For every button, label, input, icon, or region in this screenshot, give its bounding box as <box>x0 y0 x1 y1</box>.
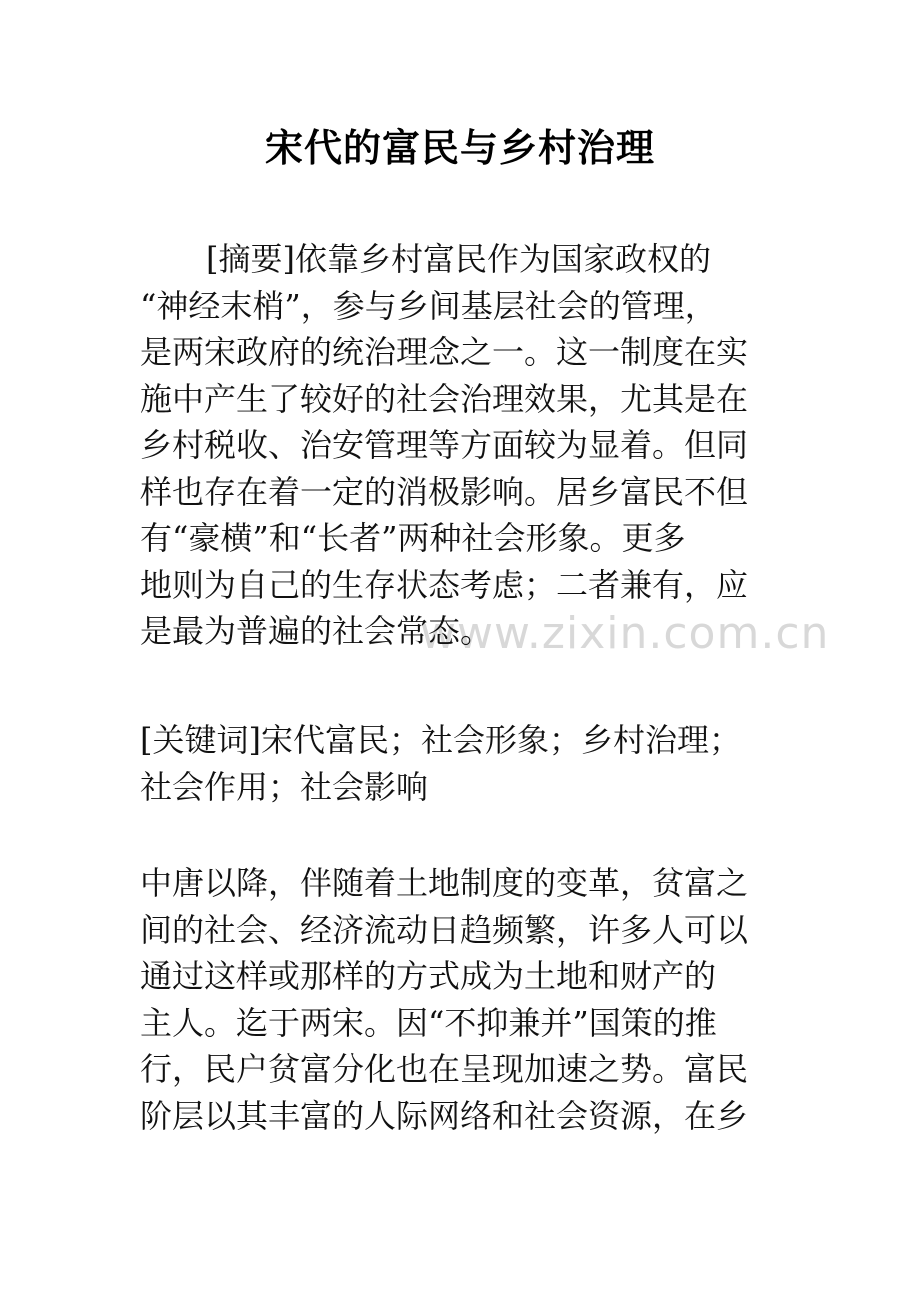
abstract-line: 施中产生了较好的社会治理效果，尤其是在 <box>140 379 749 418</box>
abstract-line: 是两宋政府的统治理念之一。这一制度在实 <box>140 333 749 371</box>
abstract-line: 是最为普遍的社会常态。 <box>140 612 493 650</box>
body-line: 阶层以其丰富的人际网络和社会资源，在乡 <box>140 1096 749 1135</box>
abstract-line: “神经末梢”，参与乡间基层社会的管理， <box>140 286 717 325</box>
document-title: 宋代的富民与乡村治理 <box>264 126 655 170</box>
abstract-paragraph <box>140 236 790 655</box>
keywords-paragraph <box>140 717 790 810</box>
body-line: 中唐以降，伴随着土地制度的变革，贫富之 <box>140 864 749 902</box>
body-line: 行，民户贫富分化也在呈现加速之势。富民 <box>140 1050 749 1088</box>
keywords-line: [关键词]宋代富民；社会形象；乡村治理； <box>140 721 741 759</box>
abstract-line: [摘要]依靠乡村富民作为国家政权的 <box>206 240 711 278</box>
abstract-line: 样也存在着一定的消极影响。居乡富民不但 <box>140 472 749 511</box>
body-paragraph <box>140 860 790 1139</box>
abstract-line: 有“豪横”和“长者”两种社会形象。更多 <box>140 519 686 557</box>
watermark: www.zixin.com.cn <box>420 608 830 659</box>
body-line: 主人。迄于两宋。因“不抑兼并”国策的推 <box>140 1003 717 1042</box>
abstract-line: 地则为自己的生存状态考虑；二者兼有，应 <box>140 565 749 604</box>
abstract-line: 乡村税收、治安管理等方面较为显着。但同 <box>140 426 749 464</box>
body-line: 间的社会、经济流动日趋频繁，许多人可以 <box>140 910 749 949</box>
body-line: 通过这样或那样的方式成为土地和财产的 <box>140 957 717 995</box>
keywords-line: 社会作用；社会影响 <box>140 767 429 806</box>
